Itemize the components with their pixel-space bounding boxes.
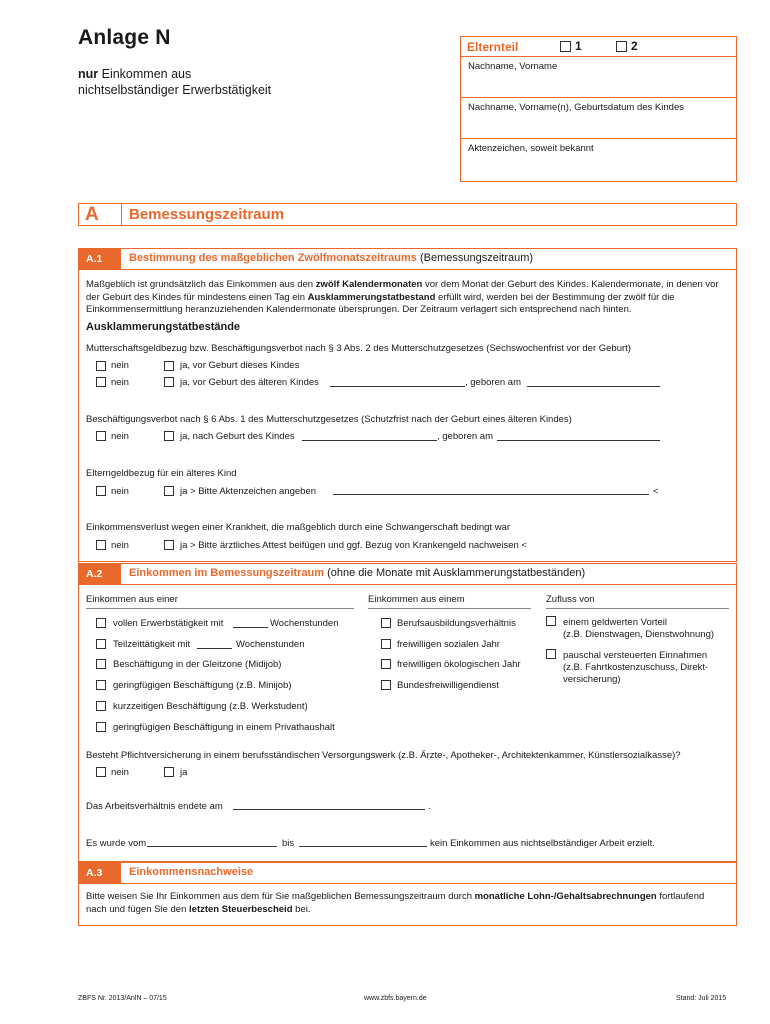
teilzeit-checkbox[interactable] [96, 639, 106, 649]
ende-label: Das Arbeitsverhältnis endete am [86, 801, 223, 812]
footer-website: www.zbfs.bayern.de [364, 995, 427, 1002]
page-subtitle [78, 66, 378, 98]
col3-rule [546, 608, 729, 609]
q2-nein-label: nein [111, 431, 129, 442]
pflicht-nein-label: nein [111, 767, 129, 778]
section-a-letter: A [85, 204, 99, 225]
a3-b1: monatliche Lohn-/Gehaltsabrechnungen [474, 891, 657, 902]
ende-date-line[interactable] [233, 809, 425, 810]
q4-nein-label: nein [111, 540, 129, 551]
pflicht-ja-label: ja [180, 767, 188, 778]
a3-p2: fortlaufend nach und fügen Sie den [86, 891, 705, 915]
q4-ja-label: ja > Bitte ärztliches Attest beifügen und ggf. Bezug von Krankengeld nachweisen < [180, 540, 527, 551]
q4-nein-checkbox[interactable] [96, 540, 106, 550]
a1-title [129, 252, 533, 264]
privathaushalt-label: geringfügigen Beschäftigung in einem Privathaushalt [113, 722, 335, 733]
ausklammerung-heading: Ausklammerungstatbestände [86, 321, 241, 333]
a2-title-rest: (ohne die Monate mit Ausklammerungstatbeständen) [324, 567, 586, 579]
subtitle-bold: nur [78, 67, 99, 81]
q2-geboren-line[interactable] [497, 440, 660, 441]
child-field-label: Nachname, Vorname(n), Geburtsdatum des Kindes [468, 102, 684, 113]
ausbildung-label: Berufsausbildungsverhältnis [397, 618, 516, 629]
q4-ja-checkbox[interactable] [164, 540, 174, 550]
foej-label: freiwilligen ökologischen Jahr [397, 659, 521, 670]
fsj-checkbox[interactable] [381, 639, 391, 649]
bfd-label: Bundesfreiwilligendienst [397, 680, 499, 691]
q1-kind-line[interactable] [330, 386, 465, 387]
privathaushalt-checkbox[interactable] [96, 722, 106, 732]
geldwert-checkbox[interactable] [546, 616, 556, 626]
teilzeit-wochenstunden: Wochenstunden [236, 639, 305, 650]
pflicht-nein-checkbox[interactable] [96, 767, 106, 777]
q1-nein-label: nein [111, 360, 129, 371]
q1-ja-checkbox[interactable] [164, 361, 174, 371]
q1-text: Mutterschaftsgeldbezug bzw. Beschäftigungsverbot nach § 3 Abs. 2 des Mutterschutzgesetzes (Sechswochenfrist vor der Geburt) [86, 343, 631, 354]
vollzeit-stunden-line[interactable] [233, 627, 268, 628]
pauschal-checkbox[interactable] [546, 649, 556, 659]
q3-nein-label: nein [111, 486, 129, 497]
name-field[interactable] [461, 57, 736, 98]
q1-ja2-checkbox[interactable] [164, 377, 174, 387]
a1-number: A.1 [79, 249, 121, 269]
q3-text: Elterngeldbezug für ein älteres Kind [86, 468, 237, 479]
vollzeit-wochenstunden: Wochenstunden [270, 618, 339, 629]
gleitzone-checkbox[interactable] [96, 659, 106, 669]
q3-ja-checkbox[interactable] [164, 486, 174, 496]
teilzeit-stunden-line[interactable] [197, 648, 232, 649]
q1-geboren-label: , geboren am [465, 377, 521, 388]
gleitzone-label: Beschäftigung in der Gleitzone (Midijob) [113, 659, 282, 670]
a1-intro [86, 279, 726, 317]
a3-title [129, 866, 253, 878]
q2-ja-label: ja, nach Geburt des Kindes [180, 431, 295, 442]
q2-text: Beschäftigungsverbot nach § 6 Abs. 1 des Mutterschutzgesetzes (Schutzfrist nach der Geburt eines älteren Kindes) [86, 414, 572, 425]
elternteil-1-checkbox[interactable] [560, 41, 571, 52]
geldwert-label [563, 617, 714, 641]
vollzeit-checkbox[interactable] [96, 618, 106, 628]
q1-ja2-label: ja, vor Geburt des älteren Kindes [180, 377, 319, 388]
elternteil-1-label: 1 [575, 39, 582, 53]
pflicht-ja-checkbox[interactable] [164, 767, 174, 777]
q1-nein-checkbox[interactable] [96, 361, 106, 371]
elternteil-2-checkbox[interactable] [616, 41, 627, 52]
a3-p3: bei. [292, 903, 311, 915]
a3-number: A.3 [79, 863, 121, 883]
col1-rule [86, 608, 354, 609]
a1-title-rest: (Bemessungszeitraum) [416, 252, 534, 264]
q4-text: Einkommensverlust wegen einer Krankheit, die maßgeblich durch eine Schwangerschaft bedingt war [86, 522, 511, 533]
a2-title-bold: Einkommen im Bemessungszeitraum [129, 567, 325, 579]
section-a-divider [121, 204, 122, 225]
ausbildung-checkbox[interactable] [381, 618, 391, 628]
a3-p1: Bitte weisen Sie Ihr Einkommen aus dem für Sie maßgeblichen Bemessungszeitraum durch [86, 891, 475, 902]
bfd-checkbox[interactable] [381, 680, 391, 690]
foej-checkbox[interactable] [381, 659, 391, 669]
a2-title [129, 567, 585, 579]
q3-end: < [653, 486, 659, 497]
col2-rule [368, 608, 531, 609]
pauschal-line3: versicherung) [563, 674, 621, 685]
col3-head: Zufluss von [546, 594, 595, 605]
col2-head: Einkommen aus einem [368, 594, 465, 605]
geldwert-line1: einem geldwerten Vorteil [563, 617, 668, 628]
aktenzeichen-field-label: Aktenzeichen, soweit bekannt [468, 143, 594, 154]
kurzzeitig-label: kurzzeitigen Beschäftigung (z.B. Werkstudent) [113, 701, 308, 712]
elternteil-box [460, 36, 737, 182]
q2-nein-checkbox[interactable] [96, 431, 106, 441]
col1-head: Einkommen aus einer [86, 594, 178, 605]
a1-intro-p3: erfüllt wird, werden bei der Bestimmung der zwölf für die Einkommensermittlung heranzuziehenden Kalendermonate übersprungen. Der Zeitraum verlagert sich entsprechend nach hinten. [86, 291, 675, 315]
fsj-label: freiwilligen sozialen Jahr [397, 639, 500, 650]
vom-label: Es wurde vom [86, 838, 147, 849]
q3-ja-label: ja > Bitte Aktenzeichen angeben [180, 486, 317, 497]
a1-intro-b2: Ausklammerungstatbestand [307, 291, 436, 303]
section-a-title: Bemessungszeitraum [129, 206, 285, 223]
q2-kind-line[interactable] [302, 440, 437, 441]
pauschal-line2: (z.B. Fahrtkostenzuschuss, Direkt- [563, 662, 709, 673]
subtitle-rest: Einkommen aus [98, 67, 192, 81]
child-field[interactable] [461, 98, 736, 139]
a1-intro-b1: zwölf Kalendermonaten [315, 279, 423, 290]
pauschal-label [563, 650, 708, 686]
a2-header [78, 563, 737, 585]
kein-einkommen-label: kein Einkommen aus nichtselbständiger Arbeit erzielt. [430, 838, 655, 849]
a3-header [78, 862, 737, 884]
a1-header [78, 248, 737, 270]
q3-aktenzeichen-line[interactable] [333, 494, 649, 495]
page-title: Anlage N [78, 26, 171, 49]
q2-ja-checkbox[interactable] [164, 431, 174, 441]
name-field-label: Nachname, Vorname [468, 61, 558, 72]
vom-date-line[interactable] [147, 846, 277, 847]
bis-label: bis [282, 838, 295, 849]
a1-intro-p1: Maßgeblich ist grundsätzlich das Einkommen aus den [86, 279, 316, 290]
a1-title-bold: Bestimmung des maßgeblichen Zwölfmonatszeitraums [129, 252, 417, 264]
q1-nein2-label: nein [111, 377, 129, 388]
geldwert-line2: (z.B. Dienstwagen, Dienstwohnung) [563, 629, 715, 640]
ende-dot: . [428, 801, 431, 812]
teilzeit-label: Teilzeittätigkeit mit [113, 639, 191, 650]
q3-nein-checkbox[interactable] [96, 486, 106, 496]
minijob-checkbox[interactable] [96, 680, 106, 690]
footer-stand: Stand: Juli 2015 [676, 995, 727, 1002]
minijob-label: geringfügigen Beschäftigung (z.B. Minijob) [113, 680, 292, 691]
section-a-header [78, 203, 737, 226]
subtitle-line2: nichtselbständiger Erwerbstätigkeit [78, 83, 272, 97]
pflicht-question: Besteht Pflichtversicherung in einem berufsständischen Versorgungswerk (z.B. Ärzte-, Apotheker-, Architektenkammer, Künstlersozialkasse)? [86, 750, 681, 761]
a3-b2: letzten Steuerbescheid [189, 903, 293, 915]
q1-nein2-checkbox[interactable] [96, 377, 106, 387]
pauschal-line1: pauschal versteuerten Einnahmen [563, 650, 708, 661]
elternteil-2-label: 2 [631, 39, 638, 53]
q2-geboren-label: , geboren am [437, 431, 493, 442]
a3-text [86, 891, 726, 916]
a3-title-bold: Einkommensnachweise [129, 866, 254, 878]
footer-form-number: ZBFS Nr. 2013/AnlN – 07/15 [78, 995, 167, 1002]
a2-number: A.2 [79, 564, 121, 584]
aktenzeichen-field[interactable] [461, 139, 736, 181]
vollzeit-label: vollen Erwerbstätigkeit mit [113, 618, 224, 629]
elternteil-header [461, 37, 736, 57]
q1-geboren-line[interactable] [527, 386, 660, 387]
bis-date-line[interactable] [299, 846, 427, 847]
kurzzeitig-checkbox[interactable] [96, 701, 106, 711]
elternteil-label: Elternteil [467, 40, 519, 54]
a1-intro-p2: vor dem Monat der Geburt des Kindes. Kalendermonate, in denen vor der Geburt des Kindes für mindestens einen Tag ein [86, 279, 719, 303]
q1-ja-label: ja, vor Geburt dieses Kindes [180, 360, 300, 371]
